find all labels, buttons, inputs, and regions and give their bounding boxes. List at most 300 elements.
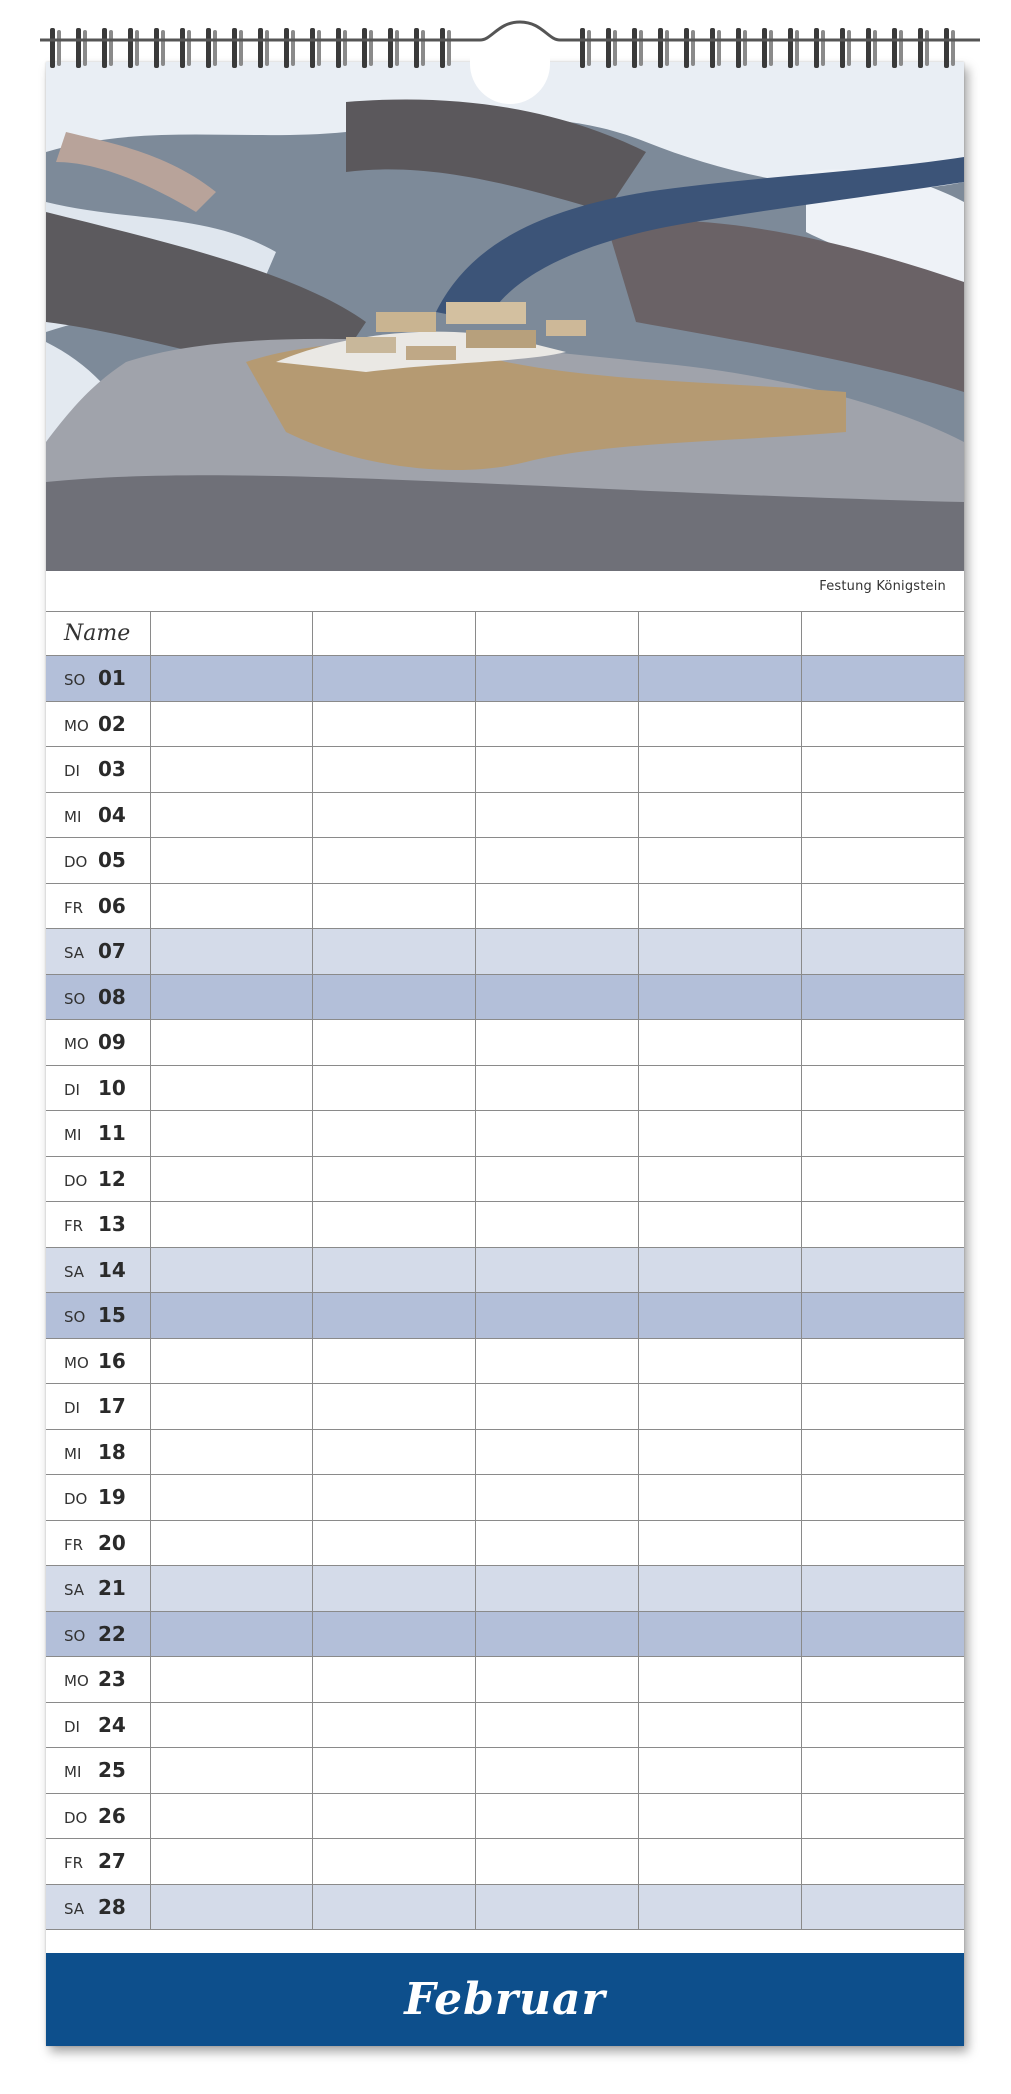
entry-cell[interactable] — [150, 1884, 313, 1930]
entry-cell[interactable] — [638, 701, 801, 747]
day-label-cell — [46, 1247, 150, 1293]
entry-cell[interactable] — [638, 1611, 801, 1657]
day-label-cell — [46, 883, 150, 929]
day-label-cell — [46, 1611, 150, 1657]
entry-cell[interactable] — [150, 701, 313, 747]
weekday-label: DI — [64, 1717, 80, 1736]
entry-cell[interactable] — [476, 1111, 639, 1157]
weekday-label: DO — [64, 853, 88, 872]
binding-coil — [788, 28, 793, 68]
day-label-cell — [46, 1429, 150, 1475]
binding-coil — [892, 28, 897, 68]
binding-coil — [951, 30, 955, 66]
winter-landscape-photo — [46, 62, 964, 571]
entry-cell[interactable] — [150, 1429, 313, 1475]
weekday-label: MI — [64, 807, 82, 826]
entry-cell[interactable] — [150, 1338, 313, 1384]
binding-coil — [291, 30, 295, 66]
day-number: 18 — [98, 1439, 126, 1464]
entry-cell[interactable] — [150, 1611, 313, 1657]
binding-coil — [343, 30, 347, 66]
binding-coil — [440, 28, 445, 68]
binding-coil — [606, 28, 611, 68]
binding-coil — [317, 30, 321, 66]
entry-cell[interactable] — [638, 1793, 801, 1839]
photo-caption: Festung Königstein — [819, 579, 946, 594]
day-label-cell — [46, 1156, 150, 1202]
entry-cell[interactable] — [801, 838, 964, 884]
entry-cell[interactable] — [313, 1020, 476, 1066]
day-number: 12 — [98, 1166, 126, 1191]
entry-cell[interactable] — [150, 1020, 313, 1066]
entry-cell[interactable] — [476, 1247, 639, 1293]
binding-coil — [743, 30, 747, 66]
entry-cell[interactable] — [476, 1657, 639, 1703]
entry-cell[interactable] — [313, 1793, 476, 1839]
name-cell[interactable] — [476, 612, 639, 656]
day-label-cell — [46, 1657, 150, 1703]
day-label-cell — [46, 1293, 150, 1339]
entry-cell[interactable] — [638, 1839, 801, 1885]
entry-cell[interactable] — [801, 1566, 964, 1612]
day-row — [46, 701, 964, 747]
binding-coil — [840, 28, 845, 68]
entry-cell[interactable] — [150, 1384, 313, 1430]
entry-cell[interactable] — [150, 747, 313, 793]
entry-cell[interactable] — [801, 1202, 964, 1248]
binding-coil — [580, 28, 585, 68]
entry-cell[interactable] — [638, 929, 801, 975]
name-cell[interactable] — [638, 612, 801, 656]
day-label-cell — [46, 1839, 150, 1885]
wire-binding — [40, 20, 980, 84]
binding-coil — [925, 30, 929, 66]
name-cell[interactable] — [801, 612, 964, 656]
day-row — [46, 1657, 964, 1703]
entry-cell[interactable] — [313, 1247, 476, 1293]
binding-coil — [795, 30, 799, 66]
entry-cell[interactable] — [476, 974, 639, 1020]
day-number: 26 — [98, 1803, 126, 1828]
day-label-cell — [46, 1338, 150, 1384]
entry-cell[interactable] — [801, 1065, 964, 1111]
name-cell[interactable] — [313, 612, 476, 656]
binding-coil — [128, 28, 133, 68]
day-number: 09 — [98, 1030, 126, 1055]
entry-cell[interactable] — [638, 656, 801, 702]
entry-cell[interactable] — [801, 1338, 964, 1384]
day-label-cell — [46, 1566, 150, 1612]
binding-coil — [691, 30, 695, 66]
weekday-label: FR — [64, 1217, 84, 1236]
entry-cell[interactable] — [801, 1702, 964, 1748]
day-row — [46, 1884, 964, 1930]
day-row — [46, 1839, 964, 1885]
entry-cell[interactable] — [638, 974, 801, 1020]
entry-cell[interactable] — [150, 1566, 313, 1612]
entry-cell[interactable] — [313, 1065, 476, 1111]
day-number: 06 — [98, 893, 126, 918]
entry-cell[interactable] — [150, 1293, 313, 1339]
entry-cell[interactable] — [150, 656, 313, 702]
day-label-cell — [46, 1475, 150, 1521]
binding-coil — [362, 28, 367, 68]
entry-cell[interactable] — [801, 929, 964, 975]
binding-coil — [632, 28, 637, 68]
day-row — [46, 1793, 964, 1839]
entry-cell[interactable] — [638, 1702, 801, 1748]
binding-coil — [684, 28, 689, 68]
entry-cell[interactable] — [638, 1202, 801, 1248]
binding-coil — [232, 28, 237, 68]
entry-cell[interactable] — [638, 747, 801, 793]
entry-cell[interactable] — [313, 1566, 476, 1612]
entry-cell[interactable] — [638, 1020, 801, 1066]
weekday-label: MO — [64, 1353, 89, 1372]
binding-coil — [395, 30, 399, 66]
binding-coil — [769, 30, 773, 66]
weekday-label: FR — [64, 1535, 84, 1554]
day-number: 03 — [98, 757, 126, 782]
entry-cell[interactable] — [801, 1384, 964, 1430]
entry-cell[interactable] — [476, 1884, 639, 1930]
entry-cell[interactable] — [801, 1156, 964, 1202]
binding-coil — [899, 30, 903, 66]
name-header: Name — [64, 621, 131, 646]
day-row — [46, 1020, 964, 1066]
entry-cell[interactable] — [638, 1748, 801, 1794]
day-row — [46, 1520, 964, 1566]
binding-coil — [587, 30, 591, 66]
day-row — [46, 929, 964, 975]
entry-cell[interactable] — [638, 1475, 801, 1521]
day-row — [46, 656, 964, 702]
calendar-page — [46, 62, 964, 2046]
day-row — [46, 747, 964, 793]
day-label-cell — [46, 792, 150, 838]
entry-cell[interactable] — [638, 792, 801, 838]
entry-cell[interactable] — [801, 1429, 964, 1475]
entry-cell[interactable] — [638, 1566, 801, 1612]
entry-cell[interactable] — [476, 1475, 639, 1521]
binding-coil — [310, 28, 315, 68]
schedule-table — [46, 611, 964, 1930]
day-row — [46, 792, 964, 838]
binding-coil — [388, 28, 393, 68]
entry-cell[interactable] — [801, 1247, 964, 1293]
binding-coil — [762, 28, 767, 68]
entry-cell[interactable] — [150, 1202, 313, 1248]
entry-cell[interactable] — [801, 1293, 964, 1339]
day-number: 08 — [98, 984, 126, 1009]
day-label-cell — [46, 1384, 150, 1430]
day-number: 05 — [98, 848, 126, 873]
day-row — [46, 1702, 964, 1748]
entry-cell[interactable] — [801, 1475, 964, 1521]
month-title: Februar — [404, 1974, 606, 2025]
weekday-label: SA — [64, 1899, 85, 1918]
entry-cell[interactable] — [638, 1156, 801, 1202]
entry-cell[interactable] — [801, 792, 964, 838]
entry-cell[interactable] — [476, 1020, 639, 1066]
binding-coil — [76, 28, 81, 68]
day-row — [46, 1566, 964, 1612]
entry-cell[interactable] — [638, 1338, 801, 1384]
entry-cell[interactable] — [150, 1247, 313, 1293]
binding-coil — [284, 28, 289, 68]
entry-cell[interactable] — [638, 1520, 801, 1566]
entry-cell[interactable] — [313, 1748, 476, 1794]
day-label-cell — [46, 656, 150, 702]
day-label-cell — [46, 1702, 150, 1748]
weekday-label: FR — [64, 1854, 84, 1873]
entry-cell[interactable] — [638, 1657, 801, 1703]
weekday-label: SO — [64, 989, 86, 1008]
entry-cell[interactable] — [638, 883, 801, 929]
entry-cell[interactable] — [476, 883, 639, 929]
entry-cell[interactable] — [150, 792, 313, 838]
entry-cell[interactable] — [313, 1611, 476, 1657]
day-row — [46, 838, 964, 884]
entry-cell[interactable] — [476, 1748, 639, 1794]
entry-cell[interactable] — [313, 974, 476, 1020]
entry-cell[interactable] — [313, 1520, 476, 1566]
entry-cell[interactable] — [150, 929, 313, 975]
entry-cell[interactable] — [313, 1293, 476, 1339]
day-row — [46, 1748, 964, 1794]
entry-cell[interactable] — [476, 1429, 639, 1475]
entry-cell[interactable] — [801, 1657, 964, 1703]
entry-cell[interactable] — [313, 1475, 476, 1521]
binding-coil — [161, 30, 165, 66]
entry-cell[interactable] — [476, 1384, 639, 1430]
entry-cell[interactable] — [476, 792, 639, 838]
entry-cell[interactable] — [801, 1520, 964, 1566]
weekday-label: SO — [64, 1308, 86, 1327]
entry-cell[interactable] — [150, 1793, 313, 1839]
day-label-cell — [46, 1020, 150, 1066]
binding-coil — [866, 28, 871, 68]
weekday-label: MI — [64, 1763, 82, 1782]
binding-coil — [639, 30, 643, 66]
entry-cell[interactable] — [313, 1338, 476, 1384]
weekday-label: DI — [64, 762, 80, 781]
weekday-label: SO — [64, 671, 86, 690]
day-number: 22 — [98, 1621, 126, 1646]
binding-coil — [57, 30, 61, 66]
entry-cell[interactable] — [476, 929, 639, 975]
entry-cell[interactable] — [150, 1657, 313, 1703]
day-label-cell — [46, 1793, 150, 1839]
binding-coil — [258, 28, 263, 68]
entry-cell[interactable] — [313, 1111, 476, 1157]
day-row — [46, 1429, 964, 1475]
entry-cell[interactable] — [313, 1202, 476, 1248]
day-row — [46, 1293, 964, 1339]
name-header-cell — [46, 612, 150, 656]
entry-cell[interactable] — [801, 1839, 964, 1885]
weekday-label: FR — [64, 898, 84, 917]
entry-cell[interactable] — [150, 838, 313, 884]
day-label-cell — [46, 1520, 150, 1566]
entry-cell[interactable] — [801, 747, 964, 793]
day-label-cell — [46, 1111, 150, 1157]
entry-cell[interactable] — [476, 1793, 639, 1839]
entry-cell[interactable] — [801, 1793, 964, 1839]
entry-cell[interactable] — [313, 747, 476, 793]
entry-cell[interactable] — [150, 1839, 313, 1885]
day-label-cell — [46, 929, 150, 975]
weekday-label: MI — [64, 1126, 82, 1145]
day-label-cell — [46, 838, 150, 884]
weekday-label: MO — [64, 1672, 89, 1691]
entry-cell[interactable] — [150, 1475, 313, 1521]
day-row — [46, 1111, 964, 1157]
binding-coil — [213, 30, 217, 66]
entry-cell[interactable] — [476, 1611, 639, 1657]
entry-cell[interactable] — [476, 1202, 639, 1248]
entry-cell[interactable] — [638, 838, 801, 884]
day-number: 13 — [98, 1212, 126, 1237]
entry-cell[interactable] — [638, 1429, 801, 1475]
binding-coil — [710, 28, 715, 68]
entry-cell[interactable] — [313, 1657, 476, 1703]
entry-cell[interactable] — [476, 701, 639, 747]
binding-coil — [109, 30, 113, 66]
entry-cell[interactable] — [801, 974, 964, 1020]
day-row — [46, 883, 964, 929]
month-footer — [46, 1953, 964, 2046]
entry-cell[interactable] — [150, 1156, 313, 1202]
day-label-cell — [46, 1884, 150, 1930]
entry-cell[interactable] — [476, 1065, 639, 1111]
entry-cell[interactable] — [313, 1384, 476, 1430]
entry-cell[interactable] — [313, 1156, 476, 1202]
entry-cell[interactable] — [476, 1520, 639, 1566]
binding-coil — [135, 30, 139, 66]
entry-cell[interactable] — [150, 1111, 313, 1157]
entry-cell[interactable] — [476, 747, 639, 793]
weekday-label: DI — [64, 1399, 80, 1418]
day-number: 28 — [98, 1894, 126, 1919]
entry-cell[interactable] — [638, 1247, 801, 1293]
entry-cell[interactable] — [476, 1338, 639, 1384]
entry-cell[interactable] — [150, 974, 313, 1020]
entry-cell[interactable] — [476, 1293, 639, 1339]
day-label-cell — [46, 974, 150, 1020]
binding-coil — [239, 30, 243, 66]
entry-cell[interactable] — [801, 1111, 964, 1157]
entry-cell[interactable] — [476, 1839, 639, 1885]
entry-cell[interactable] — [313, 1702, 476, 1748]
name-cell[interactable] — [150, 612, 313, 656]
entry-cell[interactable] — [313, 1839, 476, 1885]
day-label-cell — [46, 701, 150, 747]
weekday-label: SA — [64, 944, 85, 963]
day-row — [46, 974, 964, 1020]
entry-cell[interactable] — [313, 1429, 476, 1475]
day-number: 04 — [98, 802, 126, 827]
day-row — [46, 1247, 964, 1293]
entry-cell[interactable] — [476, 656, 639, 702]
entry-cell[interactable] — [313, 701, 476, 747]
weekday-label: SA — [64, 1581, 85, 1600]
weekday-label: MO — [64, 716, 89, 735]
entry-cell[interactable] — [801, 1611, 964, 1657]
entry-cell[interactable] — [476, 1566, 639, 1612]
entry-cell[interactable] — [313, 656, 476, 702]
day-label-cell — [46, 747, 150, 793]
binding-coil — [944, 28, 949, 68]
day-number: 15 — [98, 1303, 126, 1328]
entry-cell[interactable] — [313, 838, 476, 884]
entry-cell[interactable] — [638, 1384, 801, 1430]
entry-cell[interactable] — [638, 1884, 801, 1930]
day-number: 23 — [98, 1667, 126, 1692]
day-number: 19 — [98, 1485, 126, 1510]
day-number: 02 — [98, 711, 126, 736]
entry-cell[interactable] — [476, 1156, 639, 1202]
entry-cell[interactable] — [801, 1748, 964, 1794]
entry-cell[interactable] — [801, 1020, 964, 1066]
entry-cell[interactable] — [638, 1293, 801, 1339]
day-number: 20 — [98, 1530, 126, 1555]
entry-cell[interactable] — [638, 1111, 801, 1157]
entry-cell[interactable] — [801, 701, 964, 747]
binding-coil — [206, 28, 211, 68]
day-number: 01 — [98, 666, 126, 691]
binding-coil — [613, 30, 617, 66]
entry-cell[interactable] — [150, 883, 313, 929]
entry-cell[interactable] — [801, 656, 964, 702]
entry-cell[interactable] — [313, 883, 476, 929]
entry-cell[interactable] — [150, 1520, 313, 1566]
entry-cell[interactable] — [150, 1065, 313, 1111]
weekday-label: DO — [64, 1808, 88, 1827]
entry-cell[interactable] — [476, 1702, 639, 1748]
day-number: 14 — [98, 1257, 126, 1282]
entry-cell[interactable] — [638, 1065, 801, 1111]
entry-cell[interactable] — [313, 1884, 476, 1930]
binding-coil — [369, 30, 373, 66]
entry-cell[interactable] — [801, 883, 964, 929]
binding-coil — [180, 28, 185, 68]
day-row — [46, 1202, 964, 1248]
entry-cell[interactable] — [313, 929, 476, 975]
entry-cell[interactable] — [150, 1702, 313, 1748]
binding-coil — [421, 30, 425, 66]
day-number: 25 — [98, 1758, 126, 1783]
day-number: 16 — [98, 1348, 126, 1373]
entry-cell[interactable] — [150, 1748, 313, 1794]
binding-coil — [658, 28, 663, 68]
day-number: 21 — [98, 1576, 126, 1601]
entry-cell[interactable] — [801, 1884, 964, 1930]
binding-coil — [814, 28, 819, 68]
weekday-label: DO — [64, 1490, 88, 1509]
day-row — [46, 1065, 964, 1111]
weekday-label: SA — [64, 1262, 85, 1281]
day-number: 07 — [98, 939, 126, 964]
weekday-label: DI — [64, 1080, 80, 1099]
day-number: 10 — [98, 1075, 126, 1100]
binding-coil — [414, 28, 419, 68]
entry-cell[interactable] — [476, 838, 639, 884]
entry-cell[interactable] — [313, 792, 476, 838]
weekday-label: DO — [64, 1171, 88, 1190]
binding-coil — [447, 30, 451, 66]
binding-coil — [265, 30, 269, 66]
